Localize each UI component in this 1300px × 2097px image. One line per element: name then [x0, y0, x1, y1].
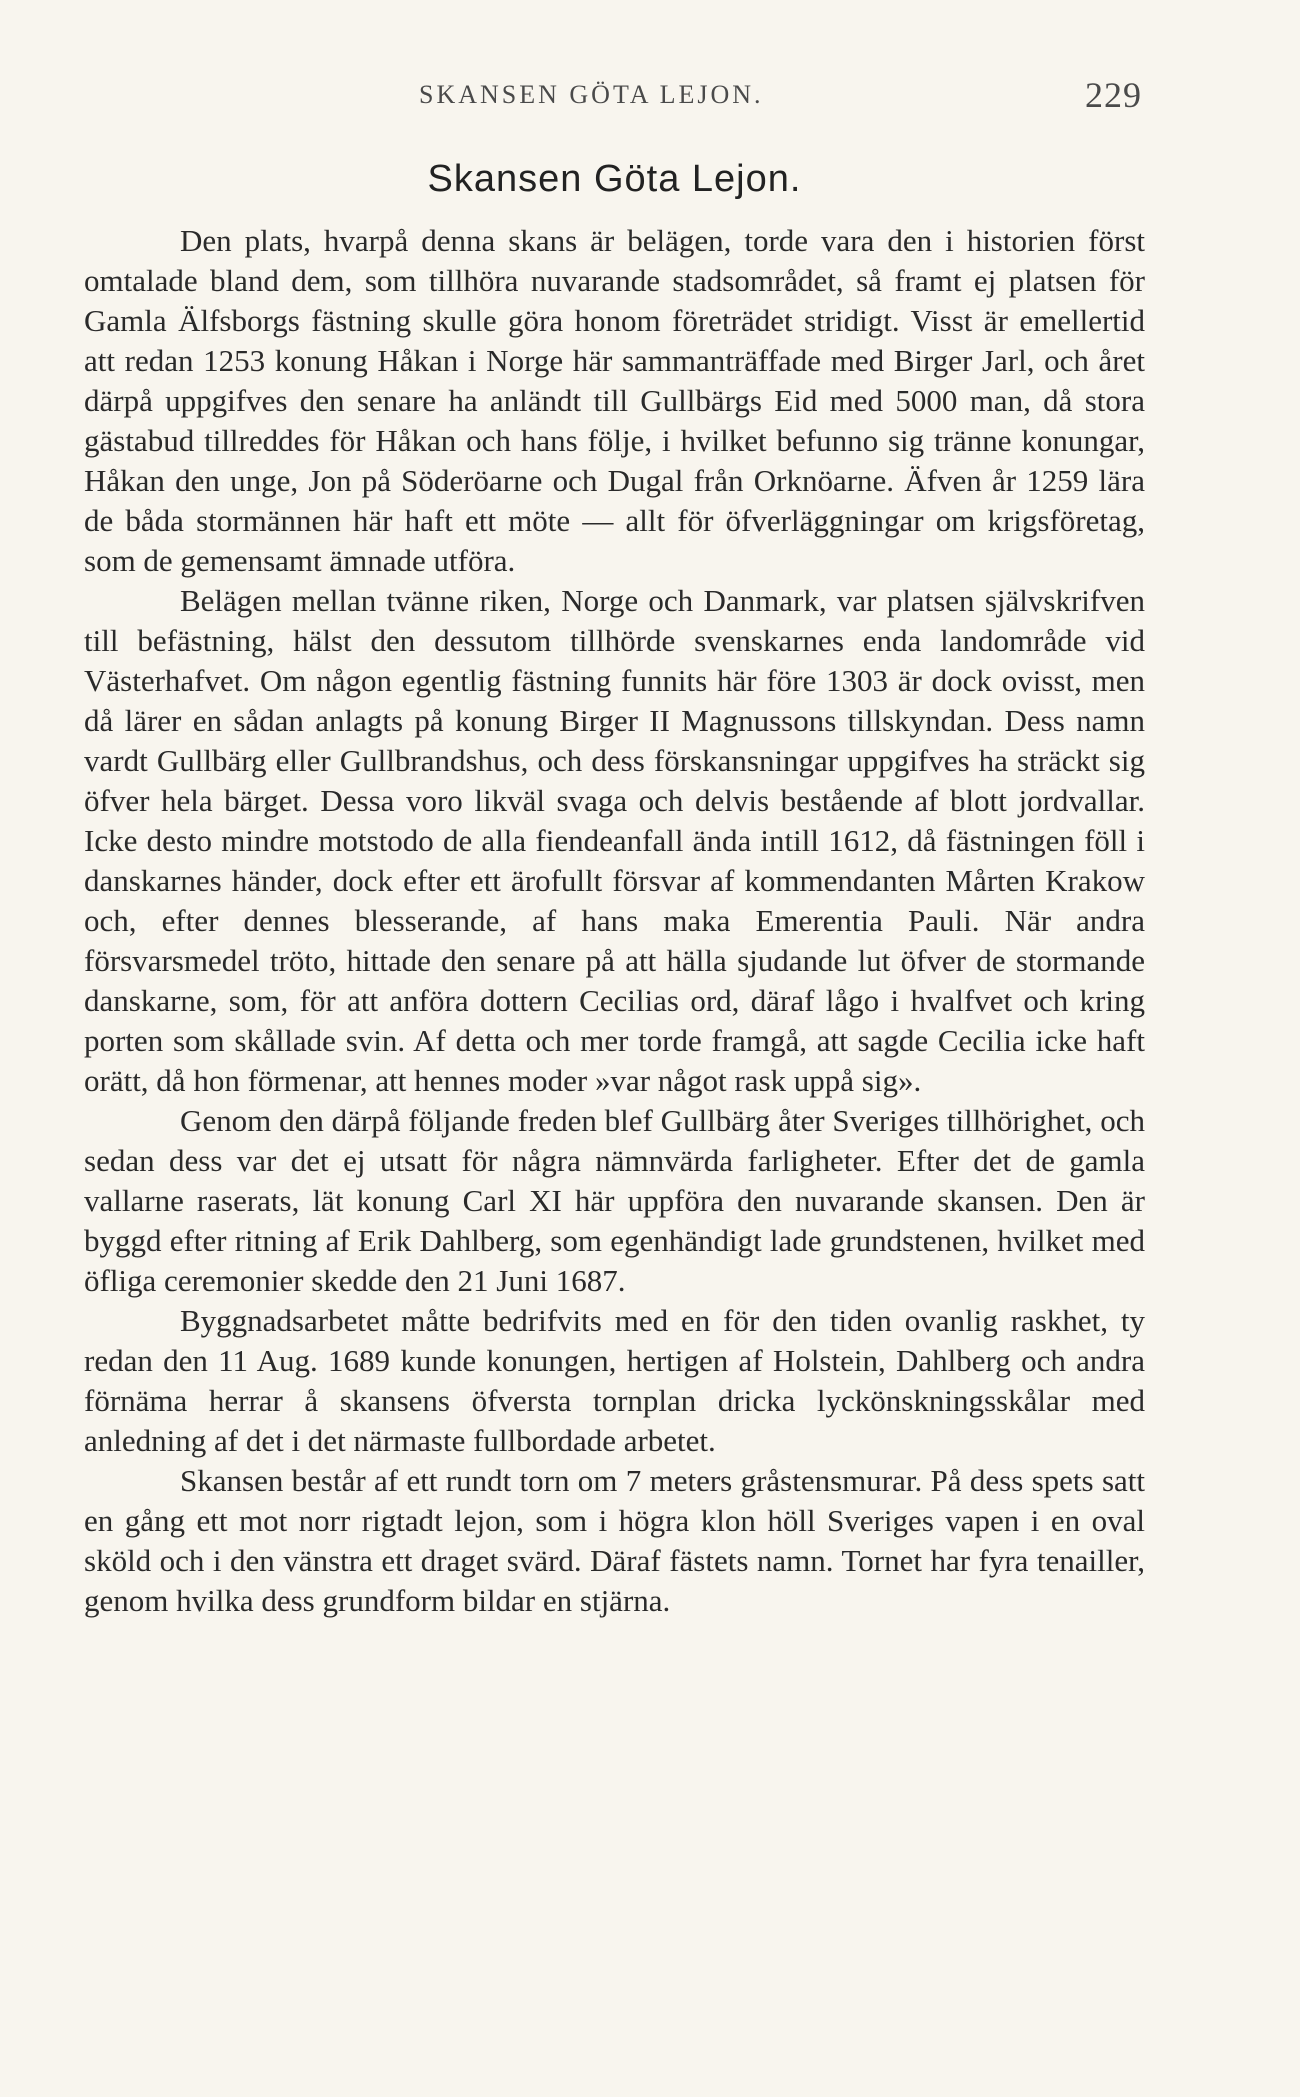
paragraph: Byggnadsarbetet måtte bedrifvits med en för den tiden ovanlig raskhet, ty redan den 11 Aug. 1689 kunde konungen, hertigen af Holstein, Dahlberg och andra förnäma herrar å skansens öfversta tornplan dricka lyckönskningsskålar med anledning af det i det närmaste fullbordade arbetet. — [84, 1303, 1145, 1458]
page-number: 229 — [1085, 75, 1142, 115]
paragraph: Belägen mellan tvänne riken, Norge och Danmark, var platsen självskrifven till befästning, hälst den dessutom tillhörde svenskarnes enda landområde vid Västerhafvet. Om någon egentlig fästning funnits här före 1303 är dock ovisst, men då lärer en sådan anlagts på konung Birger II Magnussons tillskyndan. Dess namn vardt Gullbärg eller Gullbrandshus, och dess förskansningar uppgifves ha sträckt sig öfver hela bärget. Dessa voro likväl svaga och delvis bestående af blott jordvallar. Icke desto mindre motstodo de alla fiendeanfall ända intill 1612, då fästningen föll i danskarnes händer, dock efter ett ärofullt försvar af kommendanten Mårten Krakow och, efter dennes blesserande, af hans maka Emerentia Pauli. När andra försvarsmedel tröto, hittade den senare på att hälla sjudande lut öfver de stormande danskarne, som, för att anföra dottern Cecilias ord, däraf lågo i hvalfvet och kring porten som skållade svin. Af detta och mer torde framgå, att sagde Cecilia icke haft orätt, då hon förmenar, att hennes moder »var något rask uppå sig». — [84, 583, 1145, 1098]
paragraph: Genom den därpå följande freden blef Gullbärg åter Sveriges tillhörighet, och sedan dess var det ej utsatt för några nämnvärda farligheter. Efter det de gamla vallarne raserats, lät konung Carl XI här uppföra den nuvarande skansen. Den är byggd efter ritning af Erik Dahlberg, som egenhändigt lade grundstenen, hvilket med öfliga ceremonier skedde den 21 Juni 1687. — [84, 1103, 1145, 1298]
paragraph: Skansen består af ett rundt torn om 7 meters gråstensmurar. På dess spets satt en gång ett mot norr rigtadt lejon, som i högra klon höll Sveriges vapen i en oval sköld och i den vänstra ett draget svärd. Däraf fästets namn. Tornet har fyra tenailler, genom hvilka dess grundform bildar en stjärna. — [84, 1463, 1145, 1618]
book-page — [84, 76, 1145, 1621]
body-text — [84, 221, 1145, 1621]
running-head — [84, 76, 1145, 126]
chapter-title: Skansen Göta Lejon. — [427, 158, 802, 200]
running-title: SKANSEN GÖTA LEJON. — [419, 80, 764, 109]
paragraph: Den plats, hvarpå denna skans är belägen, torde vara den i historien först omtalade bland dem, som tillhöra nuvarande stadsområdet, så framt ej platsen för Gamla Älfsborgs fästning skulle göra honom företrädet stridigt. Visst är emellertid att redan 1253 konung Håkan i Norge här sammanträffade med Birger Jarl, och året därpå uppgifves den senare ha anländt till Gullbärgs Eid med 5000 man, då stora gästabud tillreddes för Håkan och hans följe, i hvilket befunno sig tränne konungar, Håkan den unge, Jon på Söderöarne och Dugal från Orknöarne. Äfven år 1259 lära de båda stormännen här haft ett möte — allt för öfverläggningar om krigsföretag, som de gemensamt ämnade utföra. — [84, 223, 1145, 578]
